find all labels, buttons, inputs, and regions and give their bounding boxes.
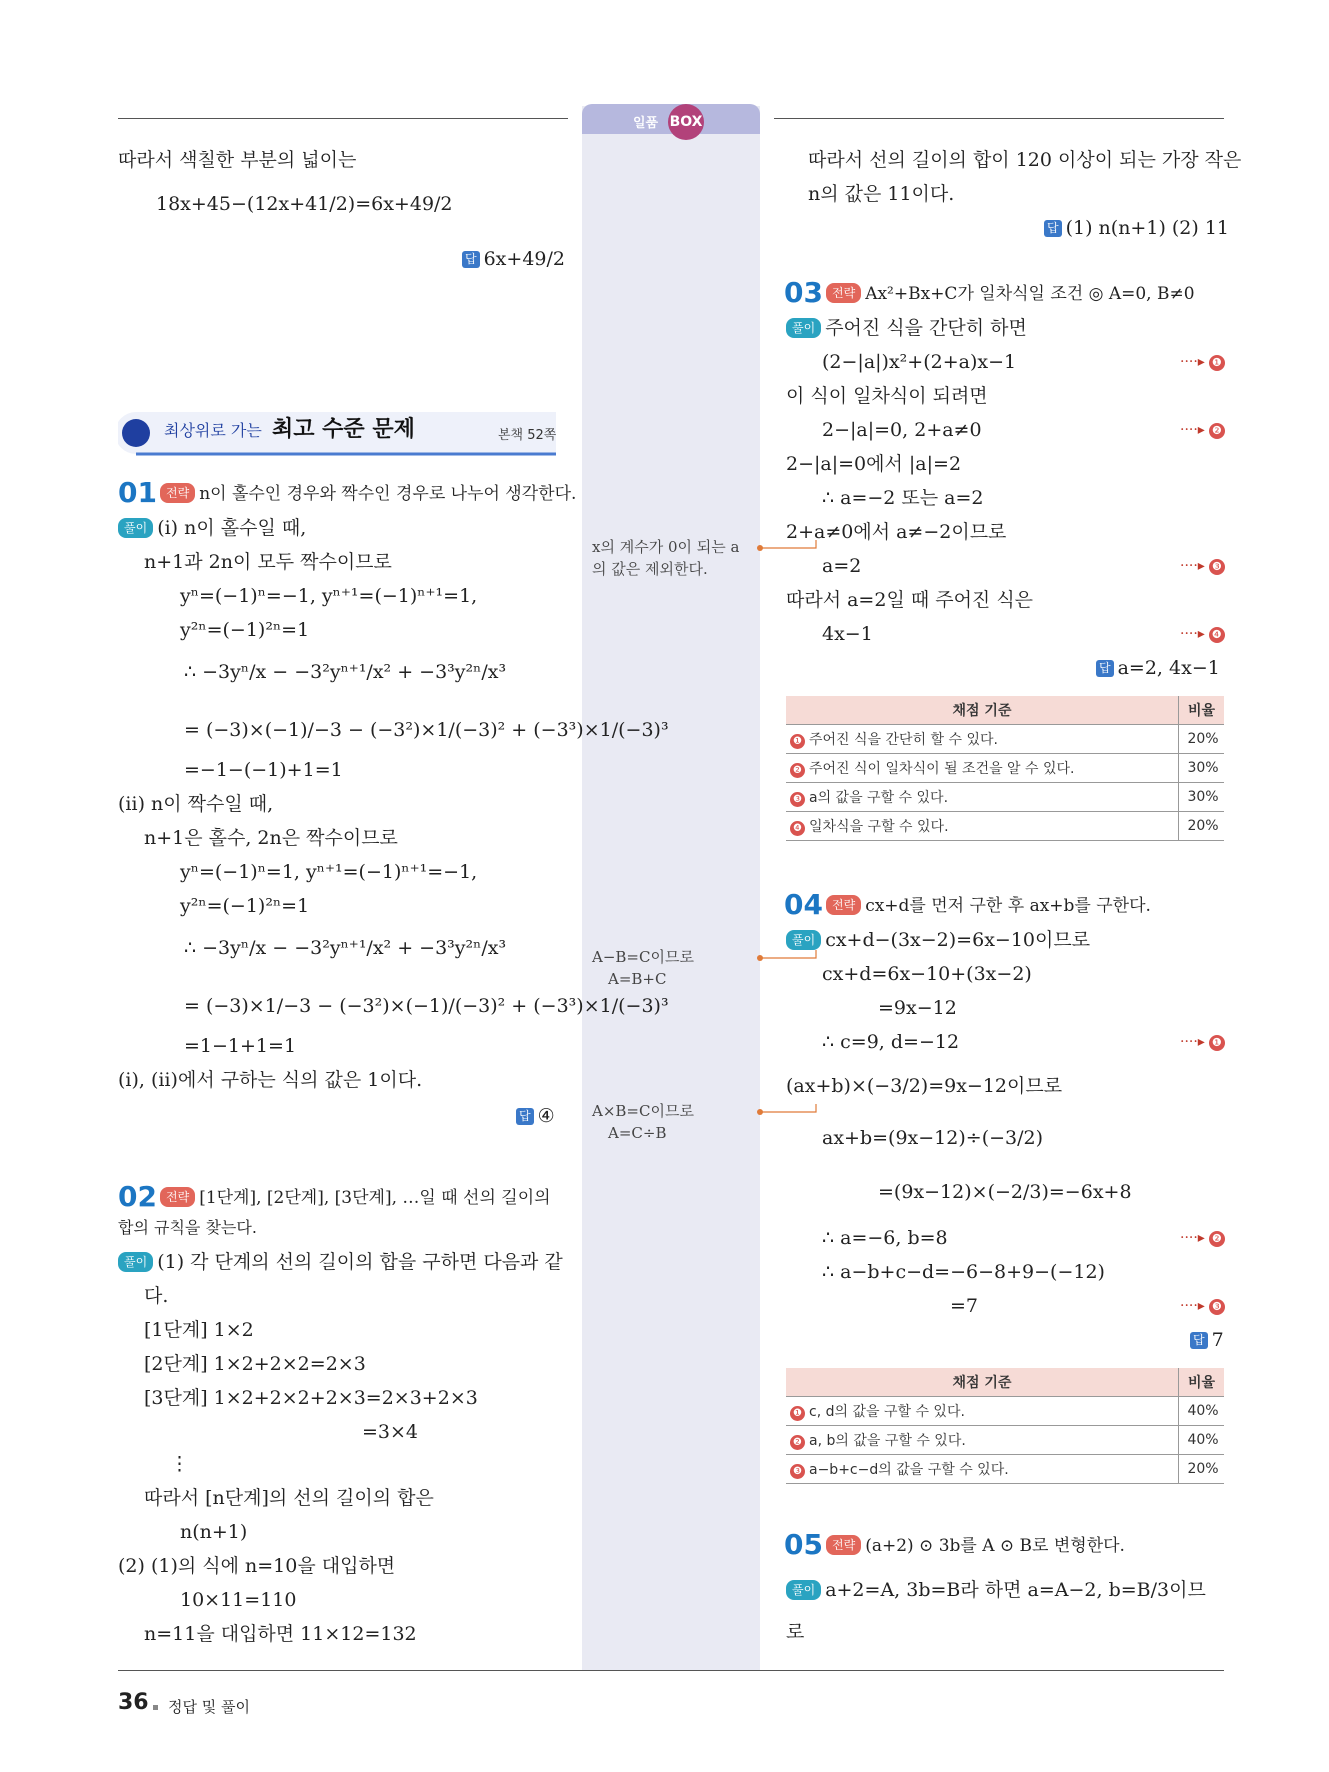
box-badge: BOX — [668, 104, 704, 140]
table-head-ratio: 비율 — [1179, 696, 1225, 725]
tab-label: 일품 — [633, 116, 659, 131]
p02-line-7: ⋮ — [170, 1453, 189, 1475]
step-marker-3: ····▸ ❸ — [1180, 558, 1225, 575]
p02-line-4: [2단계] 1×2+2×2=2×3 — [144, 1353, 366, 1375]
p02-line-10: (2) (1)의 식에 n=10을 대입하면 — [118, 1555, 396, 1577]
p01-line-6: = (−3)×(−1)/−3 − (−3²)×1/(−3)² + (−3³)×1/(−3)³ — [184, 719, 669, 741]
problem-01-strategy: 전략 n이 홀수인 경우와 짝수인 경우로 나누어 생각한다. — [160, 482, 576, 506]
answer-03: 답 a=2, 4x−1 — [1096, 656, 1220, 680]
p02-line-8: 따라서 [n단계]의 선의 길이의 합은 — [144, 1487, 434, 1509]
p03-line-7: 2+a≠0에서 a≠−2이므로 — [786, 521, 1007, 543]
p03-line-9: 따라서 a=2일 때 주어진 식은 — [786, 589, 1034, 611]
p01-line-4: y²ⁿ=(−1)²ⁿ=1 — [180, 619, 310, 641]
problem-04-number: 04 — [784, 888, 823, 921]
problem-02-strategy-2: 합의 규칙을 찾는다. — [118, 1218, 257, 1237]
problem-02-strategy-1: 전략 [1단계], [2단계], [3단계], …일 때 선의 길이의 — [160, 1186, 551, 1210]
p04-line-2: cx+d=6x−10+(3x−2) — [822, 963, 1032, 985]
step-marker-4: ····▸ ❹ — [1180, 626, 1225, 643]
p03-line-6: ∴ a=−2 또는 a=2 — [822, 487, 984, 509]
table-row: ❷ a, b의 값을 구할 수 있다. 40% — [786, 1426, 1224, 1455]
p01-line-15: (ⅰ), (ⅱ)에서 구하는 식의 값은 1이다. — [118, 1069, 423, 1091]
step-marker-2b: ····▸ ❷ — [1180, 1230, 1225, 1247]
footer-title: 정답 및 풀이 — [168, 1698, 250, 1716]
p02-line-5: [3단계] 1×2+2×2+2×3=2×3+2×3 — [144, 1387, 478, 1409]
problem-05-strategy: 전략 (a+2) ⊙ 3b를 A ⊙ B로 변형한다. — [826, 1534, 1125, 1558]
p03-line-4: 2−|a|=0, 2+a≠0 — [822, 419, 982, 441]
p01-line-12: ∴ −3yⁿ/x − −3²yⁿ⁺¹/x² + −3³y²ⁿ/x³ — [184, 937, 507, 959]
problem-02-number: 02 — [118, 1180, 157, 1213]
p05-line-1: 풀이 a+2=A, 3b=B라 하면 a=A−2, b=B/3이므 — [786, 1578, 1206, 1602]
footer-bullet — [153, 1705, 158, 1710]
p01-line-10: yⁿ=(−1)ⁿ=1, yⁿ⁺¹=(−1)ⁿ⁺¹=−1, — [180, 861, 478, 883]
p03-line-2: (2−|a|)x²+(2+a)x−1 — [822, 351, 1017, 373]
scoring-table-03 — [786, 696, 1224, 841]
p01-line-11: y²ⁿ=(−1)²ⁿ=1 — [180, 895, 310, 917]
step-marker-1b: ····▸ ❶ — [1180, 1034, 1225, 1051]
table-row: ❷ 주어진 식이 일차식이 될 조건을 알 수 있다. 30% — [786, 754, 1224, 783]
p01-line-7: =−1−(−1)+1=1 — [184, 759, 343, 781]
top-rule-left — [118, 118, 568, 119]
side-note-column — [582, 106, 760, 1670]
answer-04: 답 7 — [1190, 1328, 1224, 1352]
section-ref: 본책 52쪽 — [498, 428, 557, 443]
answer-0: 답 6x+49/2 — [462, 247, 565, 271]
step-marker-1: ····▸ ❶ — [1180, 354, 1225, 371]
p02-line-6: =3×4 — [362, 1421, 419, 1443]
p01-line-1: 풀이 (ⅰ) n이 홀수일 때, — [118, 516, 306, 540]
table-row: ❶ 주어진 식을 간단히 할 수 있다. 20% — [786, 725, 1224, 754]
p01-line-5: ∴ −3yⁿ/x − −3²yⁿ⁺¹/x² + −3³y²ⁿ/x³ — [184, 661, 507, 683]
p02-line-9: n(n+1) — [180, 1521, 248, 1543]
table-row: ❸ a의 값을 구할 수 있다. 30% — [786, 783, 1224, 812]
table-head-criteria: 채점 기준 — [786, 696, 1179, 725]
p04-line-6: ax+b=(9x−12)÷(−3/2) — [822, 1127, 1044, 1149]
answer-icon: 답 — [462, 251, 480, 268]
problem-03-strategy: 전략 Ax²+Bx+C가 일차식일 조건 ◎ A=0, B≠0 — [826, 282, 1195, 306]
table-row: ❹ 일차식을 구할 수 있다. 20% — [786, 812, 1224, 841]
problem-03-number: 03 — [784, 276, 823, 309]
p05-line-2: 로 — [786, 1621, 805, 1643]
p02-line-12: n=11을 대입하면 11×12=132 — [144, 1623, 417, 1645]
p04-line-5: (ax+b)×(−3/2)=9x−12이므로 — [786, 1075, 1063, 1097]
p02-line-1: 풀이 (1) 각 단계의 선의 길이의 합을 구하면 다음과 같 — [118, 1250, 563, 1274]
side-note-1: x의 계수가 0이 되는 a 의 값은 제외한다. — [592, 538, 740, 578]
answer-02: 답 (1) n(n+1) (2) 11 — [1044, 216, 1229, 240]
p02-line-11: 10×11=110 — [180, 1589, 297, 1611]
table-row: ❶ c, d의 값을 구할 수 있다. 40% — [786, 1397, 1224, 1426]
p04-line-10: =7 — [950, 1295, 979, 1317]
p04-line-1: 풀이 cx+d−(3x−2)=6x−10이므로 — [786, 928, 1090, 952]
scoring-table-04: 채점 기준 비율 ❶ c, d의 값을 구할 수 있다. 40% ❷ a, b의 값을 구할 수 있다. 40% ❸ a−b+c−d의 값을 구할 수 있다. 20% — [786, 1368, 1224, 1484]
p04-line-4: ∴ c=9, d=−12 — [822, 1031, 960, 1053]
p03-line-1: 풀이 주어진 식을 간단히 하면 — [786, 316, 1027, 340]
p04-line-7: =(9x−12)×(−2/3)=−6x+8 — [878, 1181, 1132, 1203]
p04-line-3: =9x−12 — [878, 997, 957, 1019]
left-text-1: 따라서 색칠한 부분의 넓이는 — [118, 149, 357, 171]
problem-04-strategy: 전략 cx+d를 먼저 구한 후 ax+b를 구한다. — [826, 894, 1151, 918]
step-marker-3b: ····▸ ❸ — [1180, 1298, 1225, 1315]
p03-line-5: 2−|a|=0에서 |a|=2 — [786, 453, 962, 475]
top-rule-right — [774, 118, 1224, 119]
footer-rule — [118, 1670, 1224, 1671]
p04-line-9: ∴ a−b+c−d=−6−8+9−(−12) — [822, 1261, 1105, 1283]
p04-line-8: ∴ a=−6, b=8 — [822, 1227, 948, 1249]
p03-line-10: 4x−1 — [822, 623, 873, 645]
p01-line-14: =1−1+1=1 — [184, 1035, 297, 1057]
p01-line-3: yⁿ=(−1)ⁿ=−1, yⁿ⁺¹=(−1)ⁿ⁺¹=1, — [180, 585, 478, 607]
p01-line-13: = (−3)×1/−3 − (−3²)×(−1)/(−3)² + (−3³)×1/(−3)³ — [184, 995, 669, 1017]
p03-line-8: a=2 — [822, 555, 862, 577]
p02-line-3: [1단계] 1×2 — [144, 1319, 254, 1341]
p01-line-8: (ⅱ) n이 짝수일 때, — [118, 793, 274, 815]
section-title: 최고 수준 문제 — [272, 417, 415, 442]
problem-05-number: 05 — [784, 1528, 823, 1561]
step-marker-2: ····▸ ❷ — [1180, 422, 1225, 439]
problem-01-number: 01 — [118, 476, 157, 509]
side-note-3: A×B=C이므로 A=C÷B — [592, 1102, 694, 1142]
p03-line-3: 이 식이 일차식이 되려면 — [786, 385, 988, 407]
left-equation-1: 18x+45−(12x+41/2)=6x+49/2 — [156, 193, 453, 215]
table-row: ❸ a−b+c−d의 값을 구할 수 있다. 20% — [786, 1455, 1224, 1484]
p02-line-2: 다. — [144, 1285, 169, 1307]
p01-line-2: n+1과 2n이 모두 짝수이므로 — [144, 551, 392, 573]
right-text-1: 따라서 선의 길이의 합이 120 이상이 되는 가장 작은 — [808, 149, 1242, 171]
section-prefix: 최상위로 가는 — [164, 421, 262, 440]
right-text-2: n의 값은 11이다. — [808, 183, 955, 205]
page-number: 36 — [118, 1690, 149, 1715]
answer-01: 답 ④ — [516, 1104, 555, 1128]
side-note-2: A−B=C이므로 A=B+C — [592, 948, 694, 988]
p01-line-9: n+1은 홀수, 2n은 짝수이므로 — [144, 827, 398, 849]
